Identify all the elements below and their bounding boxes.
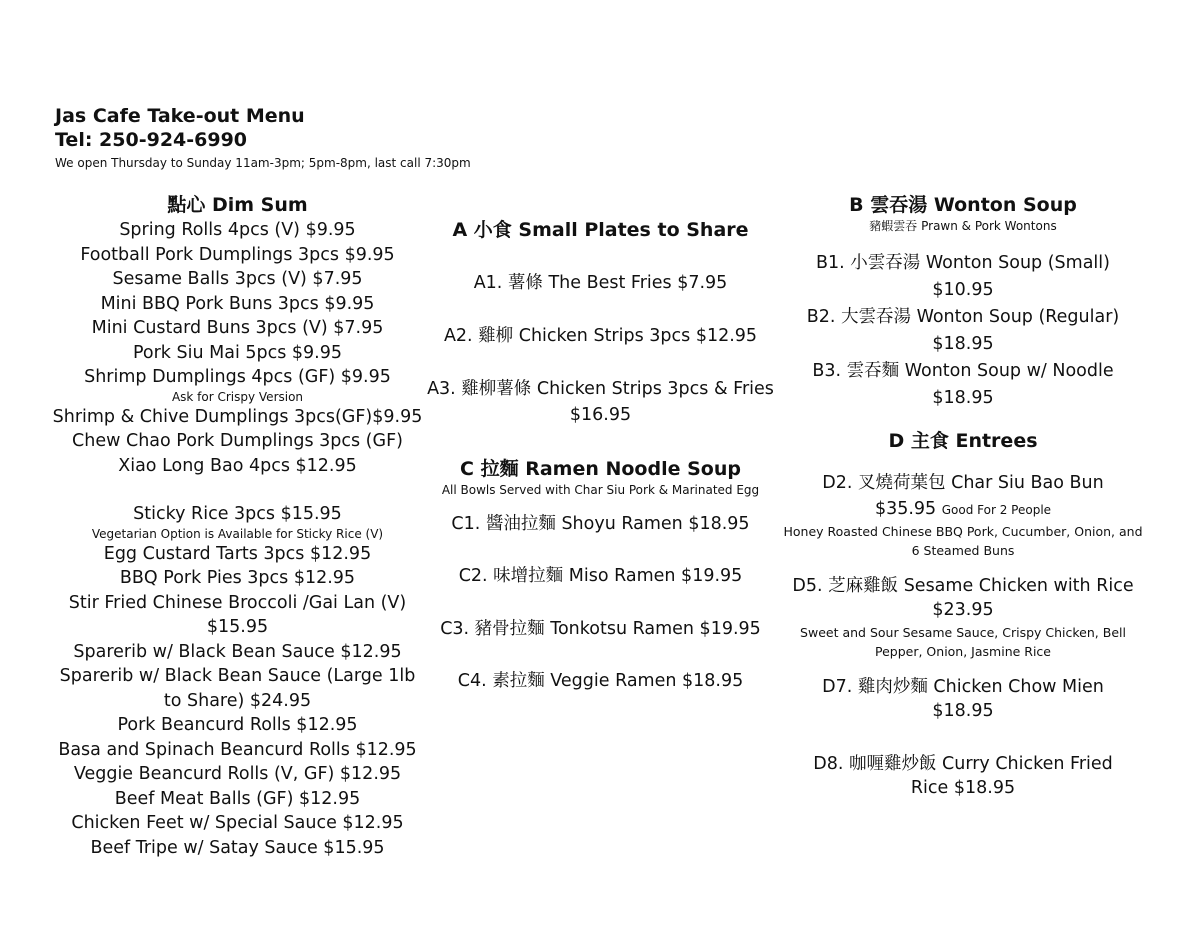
menu-item: Shrimp & Chive Dumplings 3pcs(GF)$9.95 (52, 406, 423, 427)
menu-item: BBQ Pork Pies 3pcs $12.95 (119, 568, 356, 588)
menu-item-d7: D7. 雞肉炒麵 Chicken Chow Mien (822, 676, 1104, 697)
menu-item: Mini Custard Buns 3pcs (V) $7.95 (91, 318, 384, 338)
menu-item-b1-price: $10.95 (932, 280, 994, 300)
vegetarian-note: Vegetarian Option is Available for Sticky Rice (V) (91, 526, 384, 541)
phone-number: Tel: 250-924-6990 (55, 129, 248, 151)
menu-item: Stir Fried Chinese Broccoli /Gai Lan (V) (68, 592, 407, 613)
menu-item: to Share) $24.95 (163, 690, 312, 711)
menu-item: Football Pork Dumplings 3pcs $9.95 (80, 244, 395, 265)
entrees-heading: D 主食 Entrees (888, 430, 1038, 452)
menu-item-b2-price: $18.95 (932, 334, 994, 354)
menu-item: Beef Tripe w/ Satay Sauce $15.95 (90, 837, 385, 858)
right-column (782, 192, 1144, 801)
small-plates-heading: A 小食 Small Plates to Share (452, 219, 749, 241)
menu-item-a1: A1. 薯條 The Best Fries $7.95 (473, 273, 728, 293)
ramen-heading: C 拉麵 Ramen Noodle Soup (460, 457, 741, 480)
menu-item: Chicken Feet w/ Special Sauce $12.95 (71, 813, 404, 833)
d8-price: Rice $18.95 (910, 778, 1016, 798)
menu-item: Basa and Spinach Beancurd Rolls $12.95 (58, 739, 417, 760)
menu-item-b1: B1. 小雲吞湯 Wonton Soup (Small) (816, 253, 1110, 273)
menu-item-c3: C3. 豬骨拉麵 Tonkotsu Ramen $19.95 (440, 618, 761, 639)
menu-item-d2-price-line (782, 497, 1144, 522)
menu-item-b2: B2. 大雲吞湯 Wonton Soup (Regular) (806, 307, 1120, 327)
menu-item-d8: D8. 咖喱雞炒飯 Curry Chicken Fried (813, 753, 1113, 774)
menu-item: Egg Custard Tarts 3pcs $12.95 (103, 543, 372, 564)
menu-item: Veggie Beancurd Rolls (V, GF) $12.95 (73, 764, 402, 784)
wonton-heading: B 雲吞湯 Wonton Soup (849, 194, 1077, 216)
menu-item: Beef Meat Balls (GF) $12.95 (114, 788, 361, 809)
menu-item: Sesame Balls 3pcs (V) $7.95 (112, 269, 363, 289)
menu-item: Pork Siu Mai 5pcs $9.95 (132, 342, 343, 363)
menu-item-c4: C4. 素拉麵 Veggie Ramen $18.95 (457, 671, 744, 691)
menu-item-d5: D5. 芝麻雞飯 Sesame Chicken with Rice (792, 575, 1134, 596)
menu-item: Mini BBQ Pork Buns 3pcs $9.95 (100, 293, 375, 314)
menu-item: Sticky Rice 3pcs $15.95 (133, 504, 342, 524)
menu-header (55, 104, 471, 172)
crispy-note: Ask for Crispy Version (171, 389, 304, 404)
dim-sum-section (40, 192, 435, 860)
d2-price: $35.95 (874, 499, 937, 519)
menu-item: Chew Chao Pork Dumplings 3pcs (GF) (72, 431, 403, 451)
menu-item: Xiao Long Bao 4pcs $12.95 (118, 455, 357, 476)
menu-item-d2: D2. 叉燒荷葉包 Char Siu Bao Bun (822, 473, 1104, 493)
menu-item-c2: C2. 味增拉麵 Miso Ramen $19.95 (458, 566, 743, 586)
ramen-subheading: All Bowls Served with Char Siu Pork & Marinated Egg (441, 482, 760, 497)
menu-title: Jas Cafe Take-out Menu (55, 105, 305, 127)
d7-price: $18.95 (932, 701, 994, 721)
middle-column (418, 217, 783, 694)
menu-item-a3: A3. 雞柳薯條 Chicken Strips 3pcs & Fries (427, 379, 774, 399)
d2-description: Honey Roasted Chinese BBQ Pork, Cucumber, Onion, and 6 Steamed Buns (783, 523, 1143, 558)
menu-item-b3-price: $18.95 (932, 388, 994, 408)
menu-item-a2: A2. 雞柳 Chicken Strips 3pcs $12.95 (443, 325, 758, 346)
menu-item: $15.95 (206, 617, 269, 637)
menu-item-b3: B3. 雲吞麵 Wonton Soup w/ Noodle (812, 361, 1114, 381)
menu-item: Spring Rolls 4pcs (V) $9.95 (119, 220, 356, 240)
menu-item: Shrimp Dumplings 4pcs (GF) $9.95 (84, 367, 391, 387)
menu-item-a3-price: $16.95 (569, 405, 632, 425)
dim-sum-heading: 點心 Dim Sum (167, 194, 308, 216)
menu-item: Sparerib w/ Black Bean Sauce (Large 1lb (59, 666, 416, 686)
menu-item: Pork Beancurd Rolls $12.95 (117, 715, 358, 735)
d2-serves: Good For 2 People (941, 503, 1052, 517)
opening-hours: We open Thursday to Sunday 11am-3pm; 5pm-8pm, last call 7:30pm (55, 156, 471, 170)
d5-price: $23.95 (932, 600, 994, 620)
menu-item-c1: C1. 醬油拉麵 Shoyu Ramen $18.95 (451, 513, 750, 534)
d5-description: Sweet and Sour Sesame Sauce, Crispy Chicken, Bell Pepper, Onion, Jasmine Rice (800, 624, 1126, 659)
menu-item: Sparerib w/ Black Bean Sauce $12.95 (73, 641, 402, 662)
wonton-subheading: 豬蝦雲吞 Prawn & Pork Wontons (869, 219, 1057, 233)
